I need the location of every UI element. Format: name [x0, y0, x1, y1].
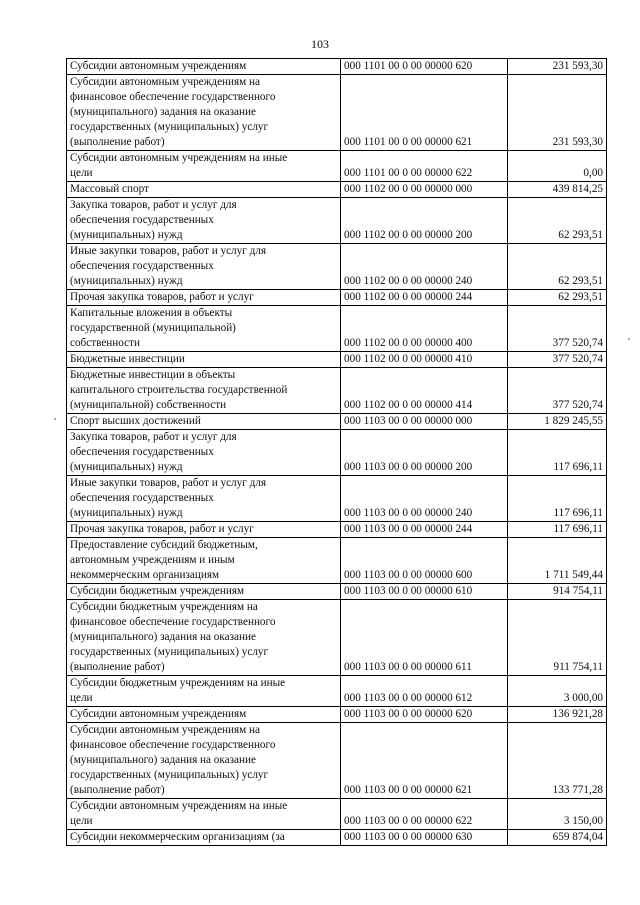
scan-speck: [54, 418, 56, 420]
table-row: [67, 707, 607, 723]
table-row: [67, 414, 607, 430]
row-code-cell: 000 1101 00 0 00 00000 621: [341, 75, 508, 151]
row-code-cell: 000 1102 00 0 00 00000 240: [341, 244, 508, 290]
row-amount-cell: 914 754,11: [508, 584, 607, 600]
row-name-cell: Субсидии бюджетным учреждениям на финансовое обеспечение государственного (муниципального) задания на оказание государственных (муниципальных) услуг (выполнение работ): [67, 600, 341, 676]
row-amount-cell: 3 000,00: [508, 676, 607, 707]
table-row: [67, 676, 607, 707]
row-amount-cell: 117 696,11: [508, 476, 607, 522]
row-code-cell: 000 1103 00 0 00 00000 622: [341, 799, 508, 830]
row-code-cell: 000 1103 00 0 00 00000 600: [341, 538, 508, 584]
row-name-cell: Субсидии автономным учреждениям на финансовое обеспечение государственного (муниципального) задания на оказание государственных (муниципальных) услуг (выполнение работ): [67, 75, 341, 151]
page-number: 103: [311, 37, 329, 51]
table-row: [67, 799, 607, 830]
row-code-cell: 000 1103 00 0 00 00000 610: [341, 584, 508, 600]
row-amount-cell: 3 150,00: [508, 799, 607, 830]
row-code-cell: 000 1103 00 0 00 00000 611: [341, 600, 508, 676]
table-row: [67, 430, 607, 476]
table-row: [67, 368, 607, 414]
row-name-cell: Бюджетные инвестиции в объекты капитального строительства государственной (муниципальной) собственности: [67, 368, 341, 414]
row-amount-cell: 0,00: [508, 151, 607, 182]
row-amount-cell: 1 711 549,44: [508, 538, 607, 584]
row-name-cell: Субсидии автономным учреждениям на финансовое обеспечение государственного (муниципального) задания на оказание государственных (муниципальных) услуг (выполнение работ): [67, 723, 341, 799]
row-amount-cell: 62 293,51: [508, 244, 607, 290]
row-name-cell: Иные закупки товаров, работ и услуг для обеспечения государственных (муниципальных) нужд: [67, 476, 341, 522]
row-amount-cell: 62 293,51: [508, 198, 607, 244]
row-amount-cell: 231 593,30: [508, 75, 607, 151]
row-code-cell: 000 1103 00 0 00 00000 200: [341, 430, 508, 476]
table-row: [67, 198, 607, 244]
budget-table-body: [67, 59, 607, 846]
table-row: [67, 538, 607, 584]
row-name-cell: Субсидии автономным учреждениям: [67, 707, 341, 723]
budget-table: [66, 58, 607, 846]
table-row: [67, 306, 607, 352]
row-name-cell: Субсидии автономным учреждениям на иные цели: [67, 799, 341, 830]
row-name-cell: Спорт высших достижений: [67, 414, 341, 430]
table-row: [67, 290, 607, 306]
row-name-cell: Закупка товаров, работ и услуг для обеспечения государственных (муниципальных) нужд: [67, 430, 341, 476]
row-code-cell: 000 1103 00 0 00 00000 244: [341, 522, 508, 538]
table-row: [67, 59, 607, 75]
row-amount-cell: 439 814,25: [508, 182, 607, 198]
row-code-cell: 000 1103 00 0 00 00000 612: [341, 676, 508, 707]
table-row: [67, 244, 607, 290]
row-amount-cell: 659 874,04: [508, 830, 607, 846]
table-row: [67, 352, 607, 368]
row-code-cell: 000 1103 00 0 00 00000 621: [341, 723, 508, 799]
table-row: [67, 182, 607, 198]
table-row: [67, 830, 607, 846]
table-row: [67, 75, 607, 151]
row-name-cell: Иные закупки товаров, работ и услуг для обеспечения государственных (муниципальных) нужд: [67, 244, 341, 290]
row-name-cell: Субсидии некоммерческим организациям (за: [67, 830, 341, 846]
row-code-cell: 000 1103 00 0 00 00000 240: [341, 476, 508, 522]
row-name-cell: Капитальные вложения в объекты государственной (муниципальной) собственности: [67, 306, 341, 352]
row-code-cell: 000 1102 00 0 00 00000 244: [341, 290, 508, 306]
row-amount-cell: 377 520,74: [508, 352, 607, 368]
table-row: [67, 151, 607, 182]
row-name-cell: Субсидии автономным учреждениям: [67, 59, 341, 75]
table-row: [67, 600, 607, 676]
row-name-cell: Субсидии автономным учреждениям на иные цели: [67, 151, 341, 182]
row-code-cell: 000 1103 00 0 00 00000 000: [341, 414, 508, 430]
row-amount-cell: 911 754,11: [508, 600, 607, 676]
table-row: [67, 476, 607, 522]
row-code-cell: 000 1101 00 0 00 00000 622: [341, 151, 508, 182]
row-code-cell: 000 1101 00 0 00 00000 620: [341, 59, 508, 75]
row-name-cell: Бюджетные инвестиции: [67, 352, 341, 368]
table-row: [67, 584, 607, 600]
row-code-cell: 000 1102 00 0 00 00000 200: [341, 198, 508, 244]
row-code-cell: 000 1102 00 0 00 00000 414: [341, 368, 508, 414]
row-code-cell: 000 1102 00 0 00 00000 410: [341, 352, 508, 368]
table-row: [67, 723, 607, 799]
row-name-cell: Прочая закупка товаров, работ и услуг: [67, 290, 341, 306]
row-amount-cell: 117 696,11: [508, 522, 607, 538]
row-name-cell: Закупка товаров, работ и услуг для обеспечения государственных (муниципальных) нужд: [67, 198, 341, 244]
row-code-cell: 000 1103 00 0 00 00000 620: [341, 707, 508, 723]
row-code-cell: 000 1102 00 0 00 00000 000: [341, 182, 508, 198]
row-name-cell: Массовый спорт: [67, 182, 341, 198]
row-amount-cell: 62 293,51: [508, 290, 607, 306]
row-amount-cell: 231 593,30: [508, 59, 607, 75]
row-name-cell: Субсидии бюджетным учреждениям: [67, 584, 341, 600]
row-amount-cell: 377 520,74: [508, 368, 607, 414]
row-amount-cell: 377 520,74: [508, 306, 607, 352]
row-name-cell: Предоставление субсидий бюджетным, автономным учреждениям и иным некоммерческим организациям: [67, 538, 341, 584]
row-code-cell: 000 1103 00 0 00 00000 630: [341, 830, 508, 846]
row-name-cell: Прочая закупка товаров, работ и услуг: [67, 522, 341, 538]
table-row: [67, 522, 607, 538]
row-code-cell: 000 1102 00 0 00 00000 400: [341, 306, 508, 352]
row-amount-cell: 133 771,28: [508, 723, 607, 799]
row-amount-cell: 136 921,28: [508, 707, 607, 723]
scan-speck: [628, 338, 630, 340]
row-amount-cell: 117 696,11: [508, 430, 607, 476]
row-name-cell: Субсидии бюджетным учреждениям на иные цели: [67, 676, 341, 707]
row-amount-cell: 1 829 245,55: [508, 414, 607, 430]
